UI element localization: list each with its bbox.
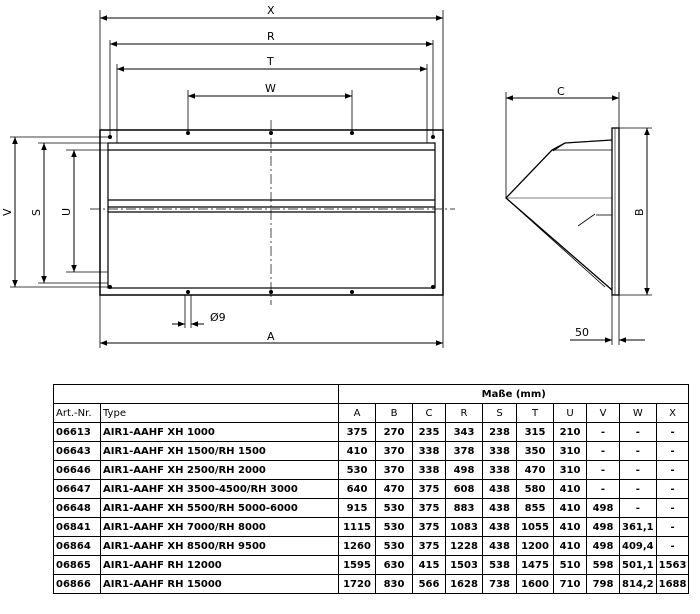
cell-dim-c: 566 [413,575,446,594]
cell-dim-c: 338 [413,442,446,461]
cell-dim-x: - [656,442,689,461]
cell-art-nr: 06865 [54,556,101,575]
cell-dim-u: 410 [554,518,587,537]
table-row [54,442,689,461]
cell-dim-t: 1475 [517,556,554,575]
front-view [90,120,455,305]
col-header-w: W [620,404,657,423]
cell-dim-s: 438 [483,518,517,537]
cell-dim-s: 438 [483,480,517,499]
side-flange [612,128,619,295]
cell-type: AIR1-AAHF RH 12000 [101,556,339,575]
col-header-b: B [376,404,413,423]
cell-dim-b: 370 [376,461,413,480]
side-dimension-lines [506,92,652,345]
cell-dim-w: 814,2 [620,575,657,594]
cell-dim-r: 1503 [446,556,483,575]
cell-dim-u: 210 [554,423,587,442]
cell-dim-u: 510 [554,556,587,575]
cell-dim-c: 338 [413,461,446,480]
col-header-v: V [587,404,620,423]
cell-dim-c: 235 [413,423,446,442]
cell-dim-u: 310 [554,442,587,461]
cell-type: AIR1-AAHF XH 1000 [101,423,339,442]
col-header-r: R [446,404,483,423]
cell-dim-b: 830 [376,575,413,594]
cell-dim-t: 1200 [517,537,554,556]
cell-dim-a: 640 [339,480,376,499]
cell-dim-w: - [620,423,657,442]
label-v: V [1,208,14,216]
cell-type: AIR1-AAHF RH 15000 [101,575,339,594]
cell-dim-b: 530 [376,518,413,537]
col-header-art: Art.-Nr. [54,404,101,423]
col-header-u: U [554,404,587,423]
cell-dim-r: 498 [446,461,483,480]
table-row [54,518,689,537]
cell-dim-s: 338 [483,442,517,461]
cell-art-nr: 06648 [54,499,101,518]
table-row [54,461,689,480]
cell-dim-v: - [587,423,620,442]
label-hole: Ø9 [210,311,226,324]
label-x: X [267,4,275,17]
table-group-header-row [54,385,689,404]
cell-dim-r: 378 [446,442,483,461]
cell-dim-r: 343 [446,423,483,442]
cell-dim-c: 375 [413,480,446,499]
cell-dim-x: - [656,480,689,499]
col-header-s: S [483,404,517,423]
cell-dim-w: 409,4 [620,537,657,556]
cell-dim-v: - [587,442,620,461]
table-row [54,537,689,556]
cell-dim-t: 855 [517,499,554,518]
cell-art-nr: 06841 [54,518,101,537]
cell-dim-r: 1228 [446,537,483,556]
table-row [54,556,689,575]
cell-dim-w: 361,1 [620,518,657,537]
dimension-table [53,384,689,594]
col-header-x: X [656,404,689,423]
label-r: R [267,30,275,43]
cell-dim-c: 415 [413,556,446,575]
cell-dim-x: - [656,461,689,480]
col-header-c: C [413,404,446,423]
table-header-row [54,404,689,423]
cell-dim-w: - [620,480,657,499]
table-row [54,423,689,442]
cell-dim-t: 350 [517,442,554,461]
inner-frame [108,143,435,288]
cell-dim-a: 410 [339,442,376,461]
cell-dim-a: 1720 [339,575,376,594]
cell-type: AIR1-AAHF XH 5500/RH 5000-6000 [101,499,339,518]
cell-dim-x: - [656,423,689,442]
cell-art-nr: 06647 [54,480,101,499]
cell-dim-x: 1563 [656,556,689,575]
cell-dim-a: 915 [339,499,376,518]
label-w: W [265,82,276,95]
cell-dim-t: 315 [517,423,554,442]
cell-dim-t: 470 [517,461,554,480]
cell-dim-s: 238 [483,423,517,442]
cell-dim-b: 470 [376,480,413,499]
label-b: B [633,208,646,216]
cell-type: AIR1-AAHF XH 3500-4500/RH 3000 [101,480,339,499]
cell-dim-a: 1115 [339,518,376,537]
cell-dim-u: 410 [554,480,587,499]
cell-dim-a: 375 [339,423,376,442]
cell-dim-u: 410 [554,537,587,556]
cell-art-nr: 06866 [54,575,101,594]
col-header-type: Type [101,404,339,423]
cell-dim-w: - [620,461,657,480]
cell-dim-u: 310 [554,461,587,480]
col-header-t: T [517,404,554,423]
cell-dim-x: - [656,537,689,556]
cell-dim-b: 370 [376,442,413,461]
cell-dim-x: - [656,518,689,537]
cell-dim-v: 798 [587,575,620,594]
cell-dim-b: 530 [376,537,413,556]
cell-dim-s: 538 [483,556,517,575]
cell-dim-s: 438 [483,499,517,518]
table-group-header: Maße (mm) [339,385,689,404]
side-view [506,128,619,295]
cell-dim-a: 1260 [339,537,376,556]
cell-dim-r: 1083 [446,518,483,537]
extension-lines [10,10,443,348]
cell-dim-r: 883 [446,499,483,518]
cell-dim-u: 710 [554,575,587,594]
cell-dim-b: 270 [376,423,413,442]
cell-dim-c: 375 [413,499,446,518]
cell-dim-v: - [587,461,620,480]
cell-type: AIR1-AAHF XH 2500/RH 2000 [101,461,339,480]
cell-dim-t: 1600 [517,575,554,594]
cell-dim-w: - [620,442,657,461]
col-header-a: A [339,404,376,423]
cell-art-nr: 06646 [54,461,101,480]
cell-dim-c: 375 [413,537,446,556]
cell-dim-c: 375 [413,518,446,537]
table-row [54,499,689,518]
cell-dim-v: 498 [587,499,620,518]
cell-dim-a: 1595 [339,556,376,575]
cell-art-nr: 06643 [54,442,101,461]
cell-dim-r: 608 [446,480,483,499]
label-s: S [30,209,43,216]
cell-art-nr: 06613 [54,423,101,442]
cell-type: AIR1-AAHF XH 1500/RH 1500 [101,442,339,461]
label-t: T [267,55,274,68]
cell-dim-u: 410 [554,499,587,518]
cell-dim-w: 501,1 [620,556,657,575]
label-a: A [267,330,275,343]
cell-dim-v: 498 [587,518,620,537]
table-row [54,575,689,594]
cell-dim-t: 1055 [517,518,554,537]
cell-dim-v: 498 [587,537,620,556]
table-row [54,480,689,499]
label-flange: 50 [575,326,589,339]
cell-dim-r: 1628 [446,575,483,594]
cell-dim-v: - [587,480,620,499]
cell-dim-s: 438 [483,537,517,556]
cell-dim-v: 598 [587,556,620,575]
cell-type: AIR1-AAHF XH 7000/RH 8000 [101,518,339,537]
table-header-blank [54,385,339,404]
label-u: U [60,207,73,216]
label-c: C [557,85,565,98]
cell-dim-t: 580 [517,480,554,499]
cell-dim-s: 338 [483,461,517,480]
cell-dim-x: 1688 [656,575,689,594]
cell-art-nr: 06864 [54,537,101,556]
cell-dim-b: 530 [376,499,413,518]
cell-type: AIR1-AAHF XH 8500/RH 9500 [101,537,339,556]
cell-dim-b: 630 [376,556,413,575]
cell-dim-w: - [620,499,657,518]
cell-dim-s: 738 [483,575,517,594]
cell-dim-x: - [656,499,689,518]
cell-dim-a: 530 [339,461,376,480]
